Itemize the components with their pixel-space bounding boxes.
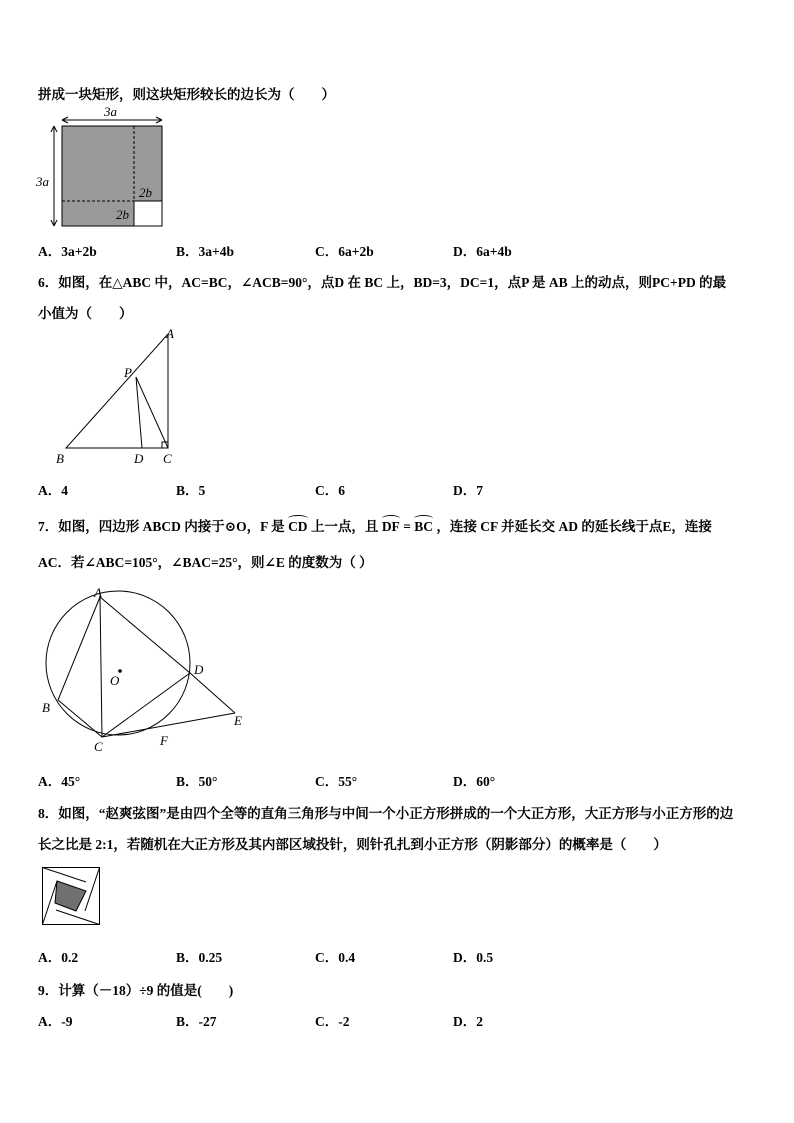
q7-stem-line1 (38, 515, 712, 535)
q9-option-a[interactable]: A．-9 (38, 1014, 73, 1029)
q6-figure-triangle (50, 326, 190, 466)
q7-label-c: C (94, 739, 103, 754)
q7-option-a[interactable]: A．45° (38, 774, 81, 789)
q7-label-f: F (160, 733, 168, 748)
q7-arc-bc: BC (414, 519, 434, 534)
q6-stem-line1: 6．如图，在△ABC 中，AC=BC，∠ACB=90°，点D 在 BC 上，BD=3，DC=1，点P 是 AB 上的动点，则PC+PD 的最 (38, 275, 727, 290)
q7-label-e: E (234, 713, 242, 728)
q6-option-d[interactable]: D．7 (453, 483, 483, 498)
q6-option-a[interactable]: A．4 (38, 483, 68, 498)
q6-label-d: D (134, 451, 144, 466)
q7-arc-cd: CD (288, 519, 308, 534)
q7-stem-part1: 7．如图，四边形 ABCD 内接于⊙O，F 是 (38, 519, 285, 534)
q5-label-2b-right: 2b (139, 185, 152, 200)
q7-label-b: B (42, 700, 50, 715)
q5-option-d[interactable]: D．6a+4b (453, 244, 512, 259)
q7-label-o: O (110, 673, 120, 688)
q5-option-a[interactable]: A．3a+2b (38, 244, 97, 259)
q8-option-b[interactable]: B．0.25 (176, 950, 223, 965)
q7-stem-part2: 上一点，且 (310, 519, 379, 534)
q6-stem-line2: 小值为（ ） (38, 306, 133, 321)
q8-stem-line1: 8．如图，“赵爽弦图”是由四个全等的直角三角形与中间一个小正方形拼成的一个大正方形，大正方形与小正方形的边 (38, 806, 734, 821)
q7-stem-part3: = (403, 519, 411, 534)
q8-figure-zhao-shuang (42, 867, 102, 927)
q5-figure-rectangle (34, 106, 174, 231)
q8-option-a[interactable]: A．0.2 (38, 950, 79, 965)
q5-label-2b-bottom: 2b (116, 207, 129, 222)
q5-option-c[interactable]: C．6a+2b (315, 244, 374, 259)
q7-stem-part4: ，连接 CF 并延长交 AD 的延长线于点E，连接 (436, 519, 712, 534)
q6-label-p: P (124, 365, 132, 380)
q6-option-c[interactable]: C．6 (315, 483, 345, 498)
q8-option-d[interactable]: D．0.5 (453, 950, 494, 965)
q8-option-c[interactable]: C．0.4 (315, 950, 356, 965)
q7-stem-line2: AC．若∠ABC=105°，∠BAC=25°，则∠E 的度数为（ ） (38, 555, 373, 570)
q9-option-b[interactable]: B．-27 (176, 1014, 217, 1029)
q6-label-b: B (56, 451, 64, 466)
q7-label-d: D (194, 662, 204, 677)
q7-option-d[interactable]: D．60° (453, 774, 496, 789)
q7-arc-df: DF (381, 519, 400, 534)
q6-label-a: A (166, 326, 174, 341)
q8-stem-line2: 长之比是 2:1，若随机在大正方形及其内部区域投针，则针孔扎到小正方形（阴影部分）的概率是（ ） (38, 837, 667, 852)
q9-option-c[interactable]: C．-2 (315, 1014, 350, 1029)
q5-stem: 拼成一块矩形，则这块矩形较长的边长为（ ） (38, 87, 335, 102)
q7-option-b[interactable]: B．50° (176, 774, 218, 789)
q6-option-b[interactable]: B．5 (176, 483, 206, 498)
q9-option-d[interactable]: D．2 (453, 1014, 483, 1029)
q9-stem: 9．计算（－18）÷9 的值是( ) (38, 983, 234, 998)
q7-option-c[interactable]: C．55° (315, 774, 358, 789)
q7-label-a: A (94, 585, 102, 600)
q5-label-left: 3a (36, 174, 49, 189)
q6-label-c: C (163, 451, 172, 466)
q7-figure-circle (38, 585, 258, 755)
q5-label-top: 3a (104, 104, 117, 119)
q5-option-b[interactable]: B．3a+4b (176, 244, 234, 259)
